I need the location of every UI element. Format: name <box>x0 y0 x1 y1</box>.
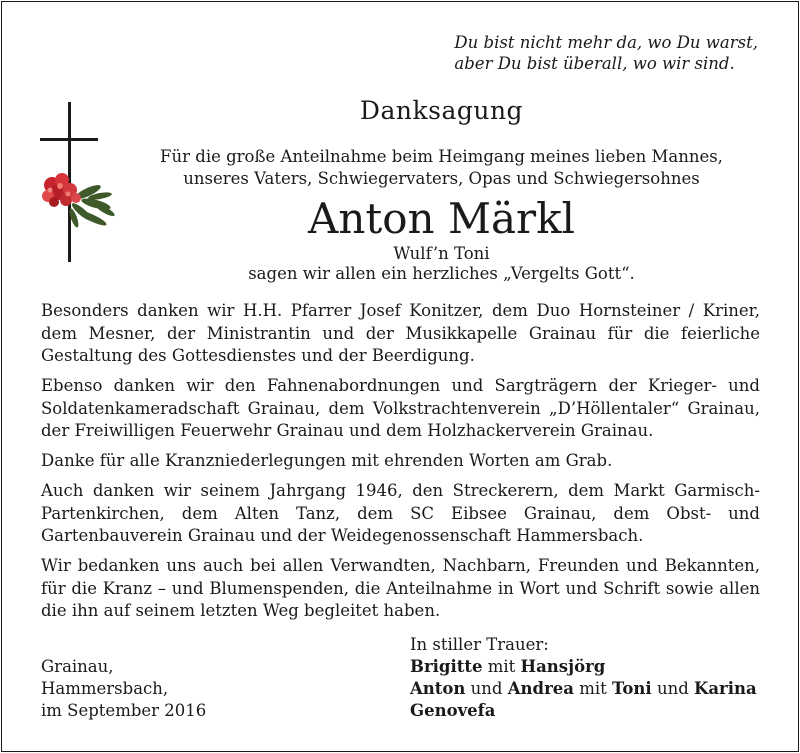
body-text <box>41 300 760 630</box>
mourner-name: Karina <box>694 679 757 698</box>
motto <box>454 32 758 74</box>
motto-line-1: Du bist nicht mehr da, wo Du warst, <box>454 33 758 52</box>
intro-line-2: unseres Vaters, Schwiegervaters, Opas und Schwiegersohnes <box>183 169 700 188</box>
mourner-name: Genovefa <box>410 701 496 720</box>
intro-line-1: Für die große Anteilnahme beim Heimgang meines lieben Mannes, <box>160 147 723 166</box>
motto-line-2: aber Du bist überall, wo wir sind. <box>454 54 735 73</box>
place-line-2: Hammersbach, <box>41 679 169 698</box>
mourner-name: Toni <box>612 679 652 698</box>
mourner-name: Hansjörg <box>520 657 606 676</box>
connector-word: und <box>656 679 689 698</box>
deceased-subtext <box>0 244 800 284</box>
mourner-name: Anton <box>410 679 466 698</box>
mourners-row-3 <box>410 700 757 722</box>
mourner-name: Andrea <box>507 679 574 698</box>
intro-text <box>0 146 800 190</box>
deceased-name: Anton Märkl <box>308 194 575 243</box>
connector-word: mit <box>487 657 516 676</box>
mourners-row-1 <box>410 656 757 678</box>
mourners <box>410 634 757 722</box>
connector-word: mit <box>579 679 607 698</box>
connector-word: und <box>470 679 503 698</box>
thanks-line: sagen wir allen ein herzliches „Vergelts Gott“. <box>248 264 635 283</box>
paragraph-1: Besonders danken wir H.H. Pfarrer Josef Konitzer, dem Duo Hornsteiner / Kriner, dem Mesner, der Ministrantin und der Musikkapelle Grainau für die feierliche Gestaltung des Gottesdienstes und der Beerdigung. <box>41 301 760 365</box>
place-line-1: Grainau, <box>41 657 114 676</box>
date-line: im September 2016 <box>41 701 207 720</box>
mourners-heading: In stiller Trauer: <box>410 635 549 654</box>
page-title: Danksagung <box>359 96 524 125</box>
paragraph-3: Danke für alle Kranzniederlegungen mit ehrenden Worten am Grab. <box>41 451 613 470</box>
deceased-nickname: Wulf’n Toni <box>393 244 490 263</box>
paragraph-5: Wir bedanken uns auch bei allen Verwandten, Nachbarn, Freunden und Bekannten, für die Kranz – und Blumenspenden, die Anteilnahme in Wort und Schrift sowie allen die ihn auf seinem letzten Weg begleitet haben. <box>41 556 760 620</box>
paragraph-4: Auch danken wir seinem Jahrgang 1946, den Streckerern, dem Markt Garmisch-Partenkirchen, dem Alten Tanz, dem SC Eibsee Grainau, dem Obst- und Gartenbauverein Grainau und der Weidegenossenschaft Hammersbach. <box>41 481 760 545</box>
mourners-row-2 <box>410 678 757 700</box>
mourner-name: Brigitte <box>410 657 483 676</box>
place-date <box>41 656 206 722</box>
paragraph-2: Ebenso danken wir den Fahnenabordnungen und Sargträgern der Krieger- und Soldatenkameradschaft Grainau, dem Volkstrachtenverein „D’Höllentaler“ Grainau, der Freiwilligen Feuerwehr Grainau und dem Holzhackerverein Grainau. <box>41 376 760 440</box>
